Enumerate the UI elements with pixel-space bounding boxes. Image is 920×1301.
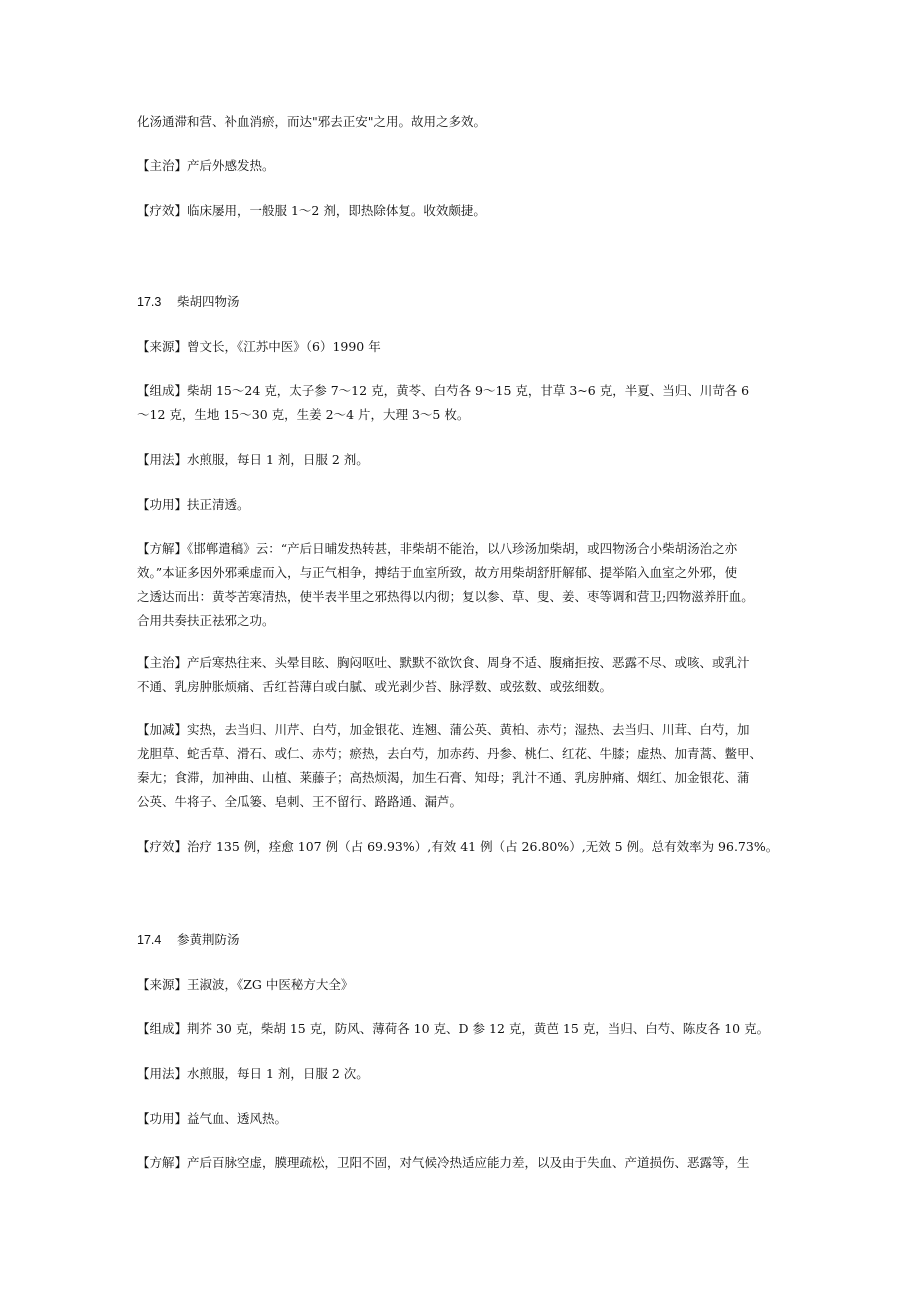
text-line: 秦尢；食滞，加神曲、山植、莱藤子；高热烦渴，加生石膏、知母；乳汁不通、乳房肿痛、烟红、加金银花、蒲 (137, 770, 750, 785)
text-line: 效。”本证多因外邪乘虚而入，与正气相争，搏结于血室所致，故方用柴胡舒肝解郁、提举陷入血室之外邪，使 (137, 565, 738, 580)
fangjie-17-3 (137, 537, 797, 633)
text-line: 【方解】《邯郸遣稿》云：“产后日晡发热转甚，非柴胡不能治，以八珍汤加柴胡，或四物汤合小柴胡汤治之亦 (137, 541, 738, 556)
text-line: 之透达而出：黄苓苦寒清热，使半表半里之邪热得以内彻；复以参、草、叟、姜、枣等调和营卫;四物滋养肝血。 (137, 589, 754, 604)
zucheng-17-4 (137, 1017, 797, 1041)
text-line: 【疗效】治疗 135 例，痊愈 107 例（占 69.93%）,有效 41 例（占 26.80%）,无效 5 例。总有效率为 96.73%。 (137, 839, 779, 854)
laiyuan-17-3 (137, 335, 797, 359)
text-line: 【主治】产后寒热往来、头晕目眩、胸闷呕吐、默默不欲饮食、周身不适、腹痛拒按、恶露不尽、或咳、或乳汁 (137, 655, 750, 670)
prev-fangjie-continuation (137, 110, 797, 134)
section-number: 17.4 (137, 933, 162, 947)
text-line: 【功用】益气血、透风热。 (137, 1111, 288, 1126)
yongfa-17-3 (137, 448, 797, 472)
text-line: 公英、牛将子、全瓜篓、皂刺、王不留行、路路通、漏芦。 (137, 794, 463, 809)
text-line: 【加减】实热，去当归、川芹、白芍，加金银花、连翘、蒲公英、黄柏、赤芍；湿热、去当归、川茸、白芍，加 (137, 722, 750, 737)
text-line: 【功用】扶正清透。 (137, 497, 250, 512)
text-line: ～12 克，生地 15～30 克，生姜 2～4 片，大理 3～5 枚。 (137, 407, 470, 422)
text-line: 合用共奏扶正祛邪之功。 (137, 613, 275, 628)
text-line: 【组成】荆芥 30 克，柴胡 15 克，防风、薄荷各 10 克、D 参 12 克，黄芭 15 克，当归、白芍、陈皮各 10 克。 (137, 1021, 770, 1036)
text-line: 【主治】产后外感发热。 (137, 158, 275, 173)
section-title: 参黄荆防汤 (177, 932, 240, 947)
liaoxiao-17-3 (137, 835, 797, 859)
text-line: 【来源】王淑波，《ZG 中医秘方大全》 (137, 977, 354, 992)
text-line: 【用法】水煎服，每日 1 剂，日服 2 次。 (137, 1066, 369, 1081)
text-line: 【来源】曾文长，《江苏中医》（6）1990 年 (137, 339, 381, 354)
zhuzhi-17-3 (137, 651, 797, 699)
text-line: 不通、乳房肿胀烦痛、舌红苔薄白或白腻、或光剥少苔、脉浮数、或弦数、或弦细数。 (137, 679, 613, 694)
section-heading-17-3 (137, 290, 240, 314)
text-line: 化汤通滞和营、补血消瘀，而达"邪去正安"之用。故用之多效。 (137, 114, 487, 129)
laiyuan-17-4 (137, 973, 797, 997)
text-line: 龙胆草、蛇舌草、滑石、或仁、赤芍；瘀热，去白芍，加赤药、丹参、桃仁、红花、牛膝；虚热、加青蒿、鳖甲、 (137, 746, 763, 761)
text-line: 【组成】柴胡 15～24 克，太子参 7～12 克，黄苓、白芍各 9～15 克，甘草 3~6 克，半夏、当归、川苛各 6 (137, 383, 750, 398)
section-title: 柴胡四物汤 (177, 294, 240, 309)
jiajian-17-3 (137, 718, 797, 814)
prev-zhuzhi (137, 154, 797, 178)
prev-liaoxiao (137, 199, 797, 223)
gongyong-17-4 (137, 1107, 797, 1131)
fangjie-17-4 (137, 1151, 797, 1175)
zucheng-17-3 (137, 379, 797, 427)
gongyong-17-3 (137, 493, 797, 517)
text-line: 【用法】水煎服，每日 1 剂，日服 2 剂。 (137, 452, 369, 467)
text-line: 【方解】产后百脉空虚，膜理疏松，卫阳不固，对气候冷热适应能力差，以及由于失血、产道损伤、恶露等，生 (137, 1155, 750, 1170)
text-line: 【疗效】临床屡用，一般服 1～2 剂，即热除体复。收效颇捷。 (137, 203, 486, 218)
section-number: 17.3 (137, 295, 162, 309)
yongfa-17-4 (137, 1062, 797, 1086)
section-heading-17-4 (137, 928, 240, 952)
